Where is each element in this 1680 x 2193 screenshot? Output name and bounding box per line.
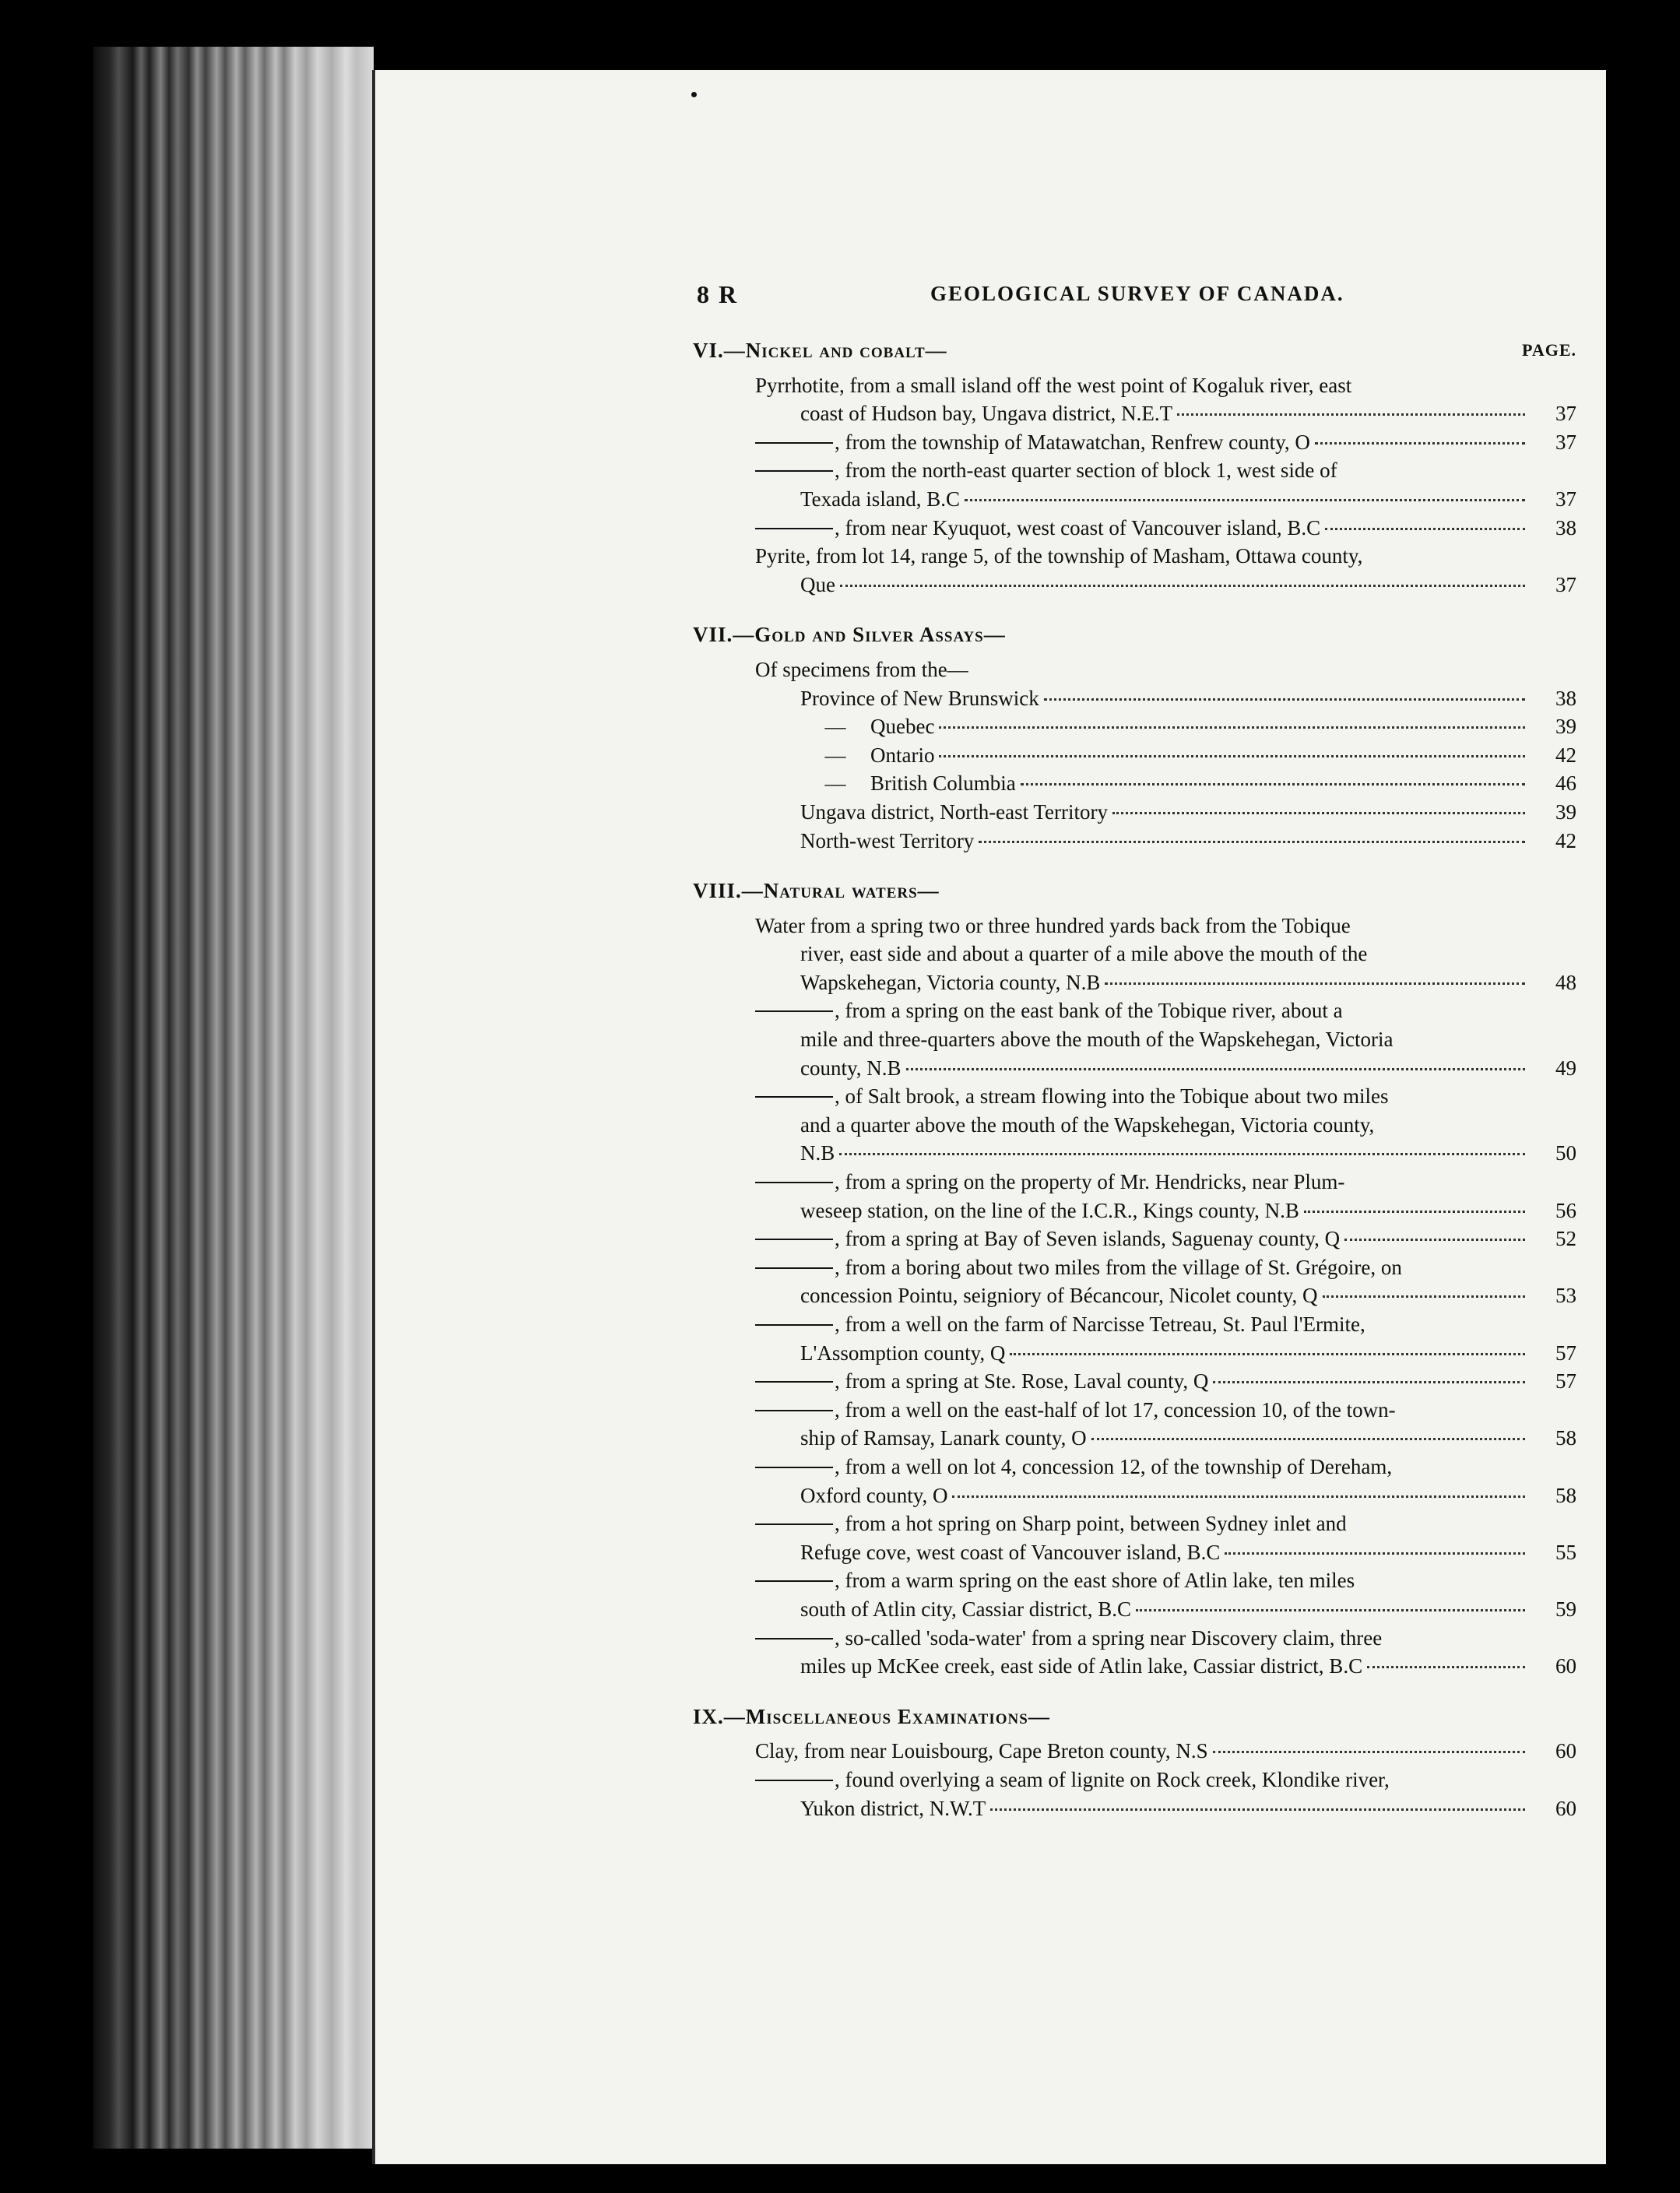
- toc-entry: [693, 1367, 1576, 1396]
- dot-leader: [840, 585, 1525, 587]
- page-number: 8 R: [697, 280, 739, 308]
- entry-text: Ungava district, North-east Territory: [800, 800, 1108, 824]
- entry-text: Wapskehegan, Victoria county, N.B: [800, 970, 1101, 994]
- entry-text: North-west Territory: [800, 828, 975, 852]
- entry-text: ship of Ramsay, Lanark county, O: [800, 1426, 1087, 1450]
- entry-text: L'Assomption county, Q: [800, 1341, 1006, 1365]
- entry-text: , from a hot spring on Sharp point, between Sydney inlet and: [835, 1512, 1347, 1536]
- entry-text: county, N.B: [800, 1056, 902, 1080]
- entry-text: , from a boring about two miles from the village of St. Grégoire, on: [835, 1255, 1402, 1279]
- dot-leader: [1323, 1295, 1525, 1298]
- page-ref: 58: [1555, 1426, 1576, 1450]
- dot-leader: [1325, 528, 1525, 530]
- dot-leader: [979, 841, 1525, 843]
- toc-section: [693, 1703, 1576, 1822]
- ditto-dash: [755, 528, 833, 529]
- dot-leader: [990, 1808, 1525, 1811]
- page-column-label: PAGE.: [1522, 340, 1576, 360]
- dot-leader: [1177, 413, 1525, 416]
- page-fold-line: [372, 70, 375, 2164]
- toc-entry: [693, 1225, 1576, 1253]
- toc-entry: [693, 542, 1576, 599]
- page-ref: 60: [1555, 1739, 1576, 1763]
- page-ref: 57: [1555, 1369, 1576, 1393]
- toc-entry: [693, 769, 1576, 798]
- dot-leader: [1213, 1381, 1525, 1383]
- entry-text: Ontario: [870, 743, 935, 767]
- page-ref: 58: [1555, 1483, 1576, 1507]
- ditto-dash: [755, 1467, 833, 1468]
- page-ref: 55: [1555, 1540, 1576, 1564]
- dot-leader: [1010, 1353, 1525, 1355]
- page-ref: 53: [1555, 1284, 1576, 1308]
- entry-text: , from a spring on the property of Mr. Hendricks, near Plum-: [835, 1170, 1345, 1194]
- toc-section: [693, 336, 1576, 599]
- page-ref: 37: [1555, 430, 1576, 454]
- entry-text: Clay, from near Louisbourg, Cape Breton county, N.S: [755, 1739, 1208, 1763]
- entry-text: , from a spring at Ste. Rose, Laval county, Q: [835, 1369, 1209, 1393]
- entry-text: miles up McKee creek, east side of Atlin lake, Cassiar district, B.C: [800, 1654, 1363, 1678]
- dot-leader: [1091, 1438, 1525, 1440]
- entry-text: , so-called 'soda-water' from a spring near Discovery claim, three: [835, 1625, 1383, 1650]
- scan-speck: [691, 92, 697, 97]
- entry-text: , of Salt brook, a stream flowing into the Tobique about two miles: [835, 1084, 1389, 1109]
- book-edge: [93, 47, 374, 2149]
- section-intro: Of specimens from the—: [755, 657, 968, 681]
- toc-entry: [693, 1310, 1576, 1367]
- entry-text: Oxford county, O: [800, 1483, 948, 1507]
- entry-text: , from a well on the east-half of lot 17, concession 10, of the town-: [835, 1397, 1396, 1422]
- toc-section: [693, 620, 1576, 855]
- entry-text: south of Atlin city, Cassiar district, B.C: [800, 1597, 1131, 1621]
- toc-entry: [693, 712, 1576, 741]
- dot-leader: [1136, 1609, 1525, 1611]
- ditto-dash: [755, 1239, 833, 1240]
- toc-entry: [693, 996, 1576, 1082]
- ditto-mark: —: [824, 771, 846, 796]
- dot-leader: [965, 499, 1525, 501]
- toc-entry: [693, 1396, 1576, 1453]
- page-ref: 37: [1555, 402, 1576, 426]
- dot-leader: [952, 1495, 1525, 1498]
- entry-text: , from a well on lot 4, concession 12, of the township of Dereham,: [835, 1454, 1393, 1478]
- dot-leader: [1021, 783, 1525, 785]
- entry-text: , from a spring at Bay of Seven islands, Saguenay county, Q: [835, 1227, 1341, 1251]
- page-ref: 48: [1555, 970, 1576, 994]
- entry-text: river, east side and about a quarter of a mile above the mouth of the: [800, 942, 1368, 966]
- entry-text: Pyrrhotite, from a small island off the west point of Kogaluk river, east: [755, 373, 1352, 397]
- ditto-dash: [755, 1324, 833, 1326]
- ditto-mark: —: [824, 715, 846, 739]
- entry-text: N.B: [800, 1141, 835, 1165]
- page-ref: 46: [1555, 771, 1576, 796]
- dot-leader: [906, 1068, 1526, 1070]
- page-ref: 42: [1555, 828, 1576, 852]
- entry-text: concession Pointu, seigniory of Bécancour, Nicolet county, Q: [800, 1284, 1318, 1308]
- entry-text: mile and three-quarters above the mouth of the Wapskehegan, Victoria: [800, 1028, 1394, 1052]
- entry-text: , from a spring on the east bank of the Tobique river, about a: [835, 999, 1343, 1023]
- ditto-mark: —: [824, 743, 846, 767]
- dot-leader: [939, 726, 1525, 729]
- toc-entry: [693, 428, 1576, 457]
- entry-text: , from the north-east quarter section of block 1, west side of: [835, 459, 1337, 483]
- section-heading: VI.—Nickel and cobalt—: [693, 339, 947, 362]
- toc-entry: [693, 684, 1576, 713]
- dot-leader: [839, 1153, 1525, 1155]
- entry-text: coast of Hudson bay, Ungava district, N.E.T: [800, 402, 1173, 426]
- entry-text: Province of New Brunswick: [800, 686, 1039, 710]
- section-heading: VII.—Gold and Silver Assays—: [693, 623, 1006, 647]
- toc-entry: [693, 1168, 1576, 1225]
- page-ref: 52: [1555, 1227, 1576, 1251]
- entry-text: weseep station, on the line of the I.C.R., Kings county, N.B: [800, 1198, 1299, 1222]
- toc-entry: [693, 1566, 1576, 1623]
- page-ref: 56: [1555, 1198, 1576, 1222]
- entry-text: , from a warm spring on the east shore of Atlin lake, ten miles: [835, 1569, 1355, 1593]
- toc-entry: [693, 741, 1576, 770]
- dot-leader: [939, 755, 1525, 757]
- table-of-contents: [693, 336, 1576, 1844]
- page-ref: 60: [1555, 1796, 1576, 1820]
- entry-text: Yukon district, N.W.T: [800, 1796, 986, 1820]
- entry-text: British Columbia: [870, 771, 1016, 796]
- dot-leader: [1315, 442, 1525, 445]
- dot-leader: [1105, 982, 1525, 985]
- toc-entry: [693, 371, 1576, 428]
- toc-entry: [693, 1624, 1576, 1681]
- dot-leader: [1213, 1751, 1525, 1753]
- toc-entry: [693, 798, 1576, 827]
- section-heading: IX.—Miscellaneous Examinations—: [693, 1704, 1050, 1728]
- page-ref: 59: [1555, 1597, 1576, 1621]
- page-ref: 37: [1555, 487, 1576, 511]
- page-ref: 49: [1555, 1056, 1576, 1080]
- ditto-dash: [755, 470, 833, 472]
- entry-text: and a quarter above the mouth of the Wapskehegan, Victoria county,: [800, 1112, 1375, 1137]
- ditto-dash: [755, 1381, 833, 1383]
- entry-text: Que: [800, 572, 835, 596]
- ditto-dash: [755, 1182, 833, 1183]
- entry-text: Water from a spring two or three hundred yards back from the Tobique: [755, 913, 1351, 937]
- entry-text: , found overlying a seam of lignite on Rock creek, Klondike river,: [835, 1767, 1390, 1791]
- dot-leader: [1044, 698, 1525, 701]
- ditto-dash: [755, 1267, 833, 1269]
- page-ref: 60: [1555, 1654, 1576, 1678]
- dot-leader: [1112, 812, 1525, 814]
- ditto-dash: [755, 1638, 833, 1639]
- ditto-dash: [755, 1780, 833, 1781]
- toc-entry: [693, 1737, 1576, 1766]
- ditto-dash: [755, 1580, 833, 1582]
- toc-entry: [693, 1253, 1576, 1310]
- page-ref: 38: [1555, 686, 1576, 710]
- toc-entry: [693, 456, 1576, 513]
- ditto-dash: [755, 442, 833, 444]
- toc-entry: [693, 912, 1576, 997]
- page-ref: 57: [1555, 1341, 1576, 1365]
- page-ref: 39: [1555, 800, 1576, 824]
- entry-text: Texada island, B.C: [800, 487, 961, 511]
- entry-text: , from near Kyuquot, west coast of Vancouver island, B.C: [835, 515, 1321, 539]
- dot-leader: [1225, 1552, 1525, 1555]
- toc-entry: [693, 827, 1576, 856]
- entry-text: Pyrite, from lot 14, range 5, of the township of Masham, Ottawa county,: [755, 544, 1363, 568]
- entry-text: Refuge cove, west coast of Vancouver island, B.C: [800, 1540, 1221, 1564]
- ditto-dash: [755, 1096, 833, 1098]
- page-ref: 38: [1555, 515, 1576, 539]
- page-ref: 39: [1555, 715, 1576, 739]
- entry-text: , from the township of Matawatchan, Renfrew county, O: [835, 430, 1310, 454]
- page-ref: 50: [1555, 1141, 1576, 1165]
- page-ref: 37: [1555, 572, 1576, 596]
- toc-entry: [693, 1509, 1576, 1566]
- dot-leader: [1304, 1211, 1525, 1213]
- running-title: GEOLOGICAL SURVEY OF CANADA.: [930, 282, 1344, 305]
- entry-text: , from a well on the farm of Narcisse Tetreau, St. Paul l'Ermite,: [835, 1313, 1365, 1336]
- page-ref: 42: [1555, 743, 1576, 767]
- toc-entry: [693, 1082, 1576, 1168]
- toc-section: [693, 877, 1576, 1681]
- ditto-dash: [755, 1010, 833, 1012]
- ditto-dash: [755, 1410, 833, 1411]
- section-heading: VIII.—Natural waters—: [693, 879, 940, 903]
- toc-entry: [693, 514, 1576, 543]
- dot-leader: [1367, 1666, 1525, 1668]
- dot-leader: [1344, 1239, 1525, 1241]
- entry-text: Quebec: [870, 715, 935, 739]
- toc-entry: [693, 1453, 1576, 1509]
- toc-entry: [693, 1766, 1576, 1822]
- ditto-dash: [755, 1524, 833, 1525]
